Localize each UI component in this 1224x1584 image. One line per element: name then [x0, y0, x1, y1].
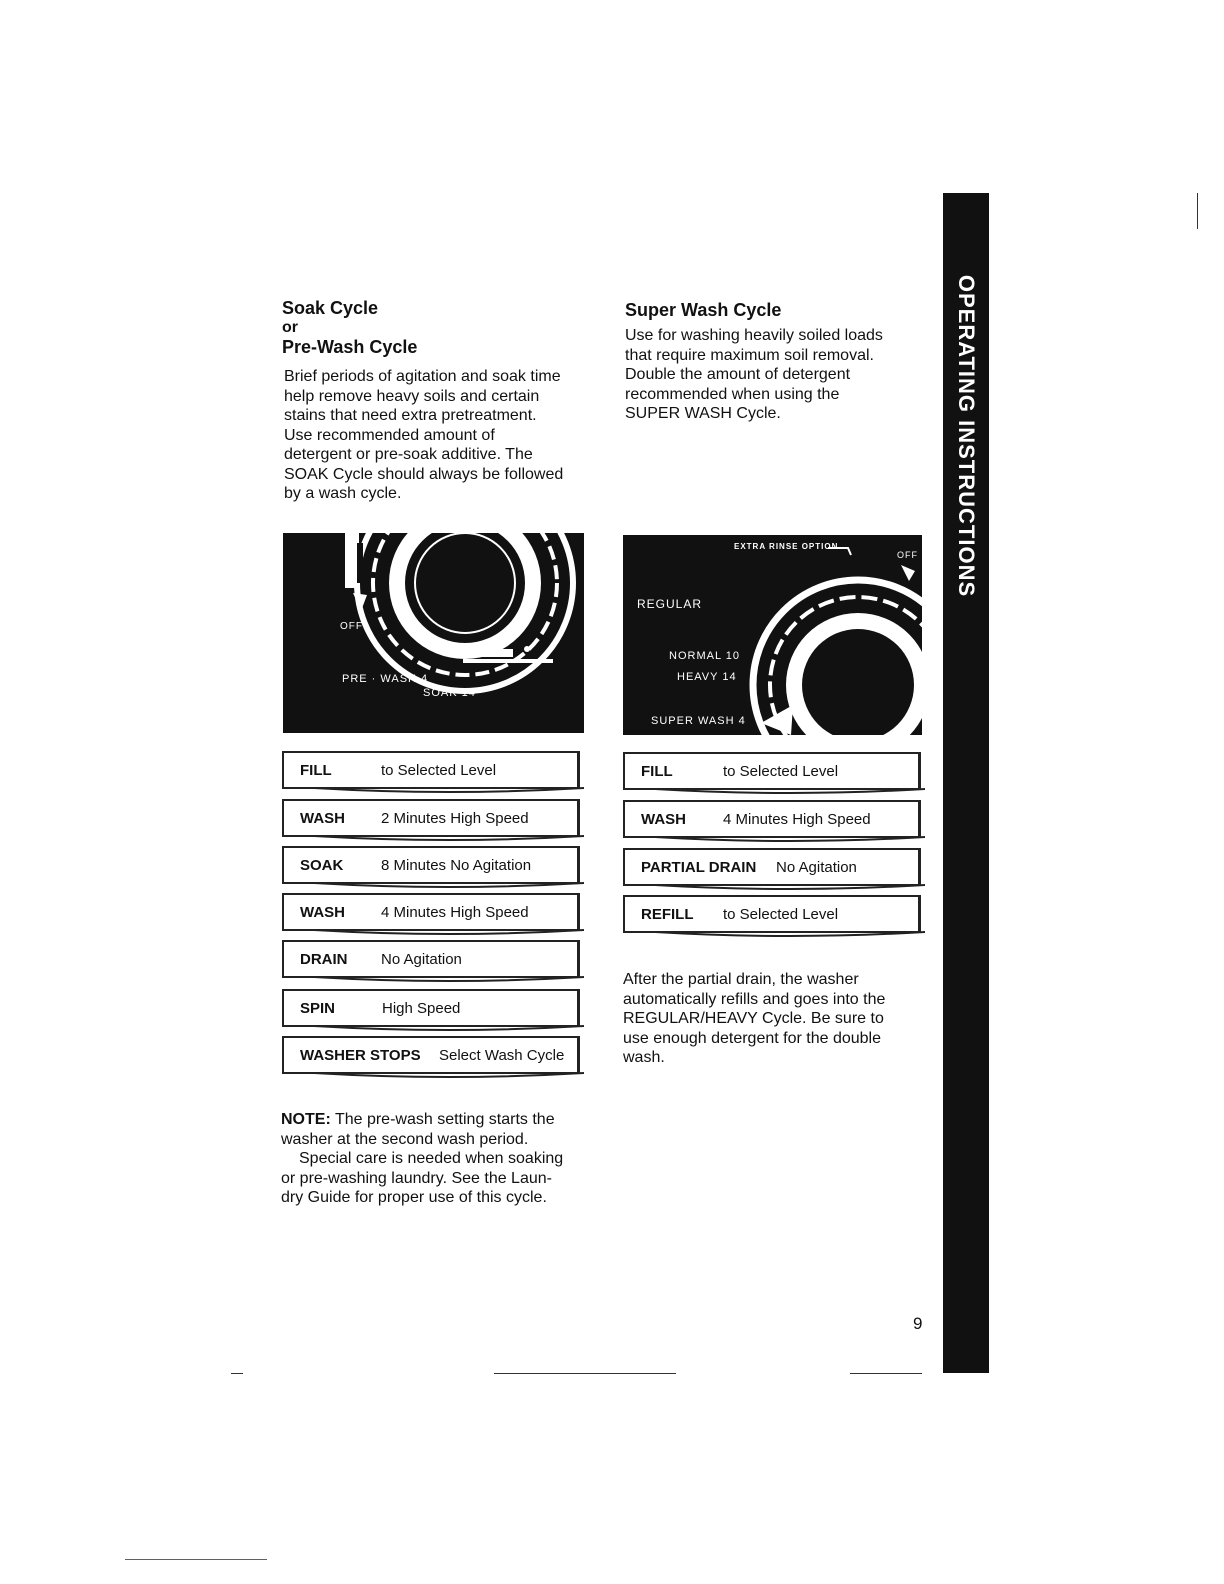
note-label: NOTE: — [281, 1111, 331, 1128]
page-number: 9 — [913, 1314, 923, 1333]
soak-step-drain — [282, 940, 580, 978]
step-desc: High Speed — [382, 999, 461, 1017]
step-underline — [655, 930, 925, 940]
note-line: The pre-wash setting starts the — [334, 1111, 555, 1128]
super-body-line: SUPER WASH Cycle. — [625, 405, 781, 422]
soak-body-line: by a wash cycle. — [284, 485, 402, 502]
soak-title-or: or — [282, 319, 298, 336]
soak-body-line: help remove heavy soils and certain — [284, 387, 540, 405]
super-after-text — [623, 970, 923, 1068]
super-wash-body — [625, 326, 925, 424]
soak-body — [284, 367, 604, 504]
soak-note — [281, 1110, 601, 1208]
dial-soak-label: SOAK 14 — [423, 687, 476, 699]
soak-body-line: detergent or pre-soak additive. The — [284, 446, 533, 463]
step-name: WASH — [300, 809, 345, 827]
soak-dial-graphic — [283, 533, 584, 733]
step-underline — [655, 787, 925, 797]
after-line: wash. — [623, 1049, 665, 1066]
soak-title: Soak Cycle — [282, 298, 379, 318]
heavy-label: HEAVY 14 — [677, 671, 737, 683]
super-body-line: Double the amount of detergent — [625, 366, 851, 383]
note-line: or pre-washing laundry. See the Laun- — [281, 1169, 552, 1187]
super-dial-off-label: OFF — [897, 550, 918, 560]
step-name: SPIN — [300, 999, 336, 1017]
after-line: use enough detergent for the double — [623, 1029, 881, 1047]
step-name: DRAIN — [300, 950, 348, 968]
step-underline — [314, 786, 584, 796]
super-step-wash — [623, 800, 921, 838]
super-body-line: that require maximum soil removal. — [625, 346, 874, 364]
super-step-partial-drain — [623, 848, 921, 886]
regular-label: REGULAR — [637, 597, 703, 611]
step-desc: to Selected Level — [381, 761, 497, 779]
step-desc: 8 Minutes No Agitation — [381, 856, 532, 874]
step-desc: No Agitation — [381, 950, 462, 968]
after-line: automatically refills and goes into the — [623, 990, 886, 1008]
footer-rule — [850, 1373, 922, 1374]
step-underline — [314, 1071, 584, 1081]
soak-body-line: SOAK Cycle should always be followed — [284, 465, 564, 483]
soak-body-line: Brief periods of agitation and soak time — [284, 368, 561, 385]
soak-step-fill — [282, 751, 580, 789]
super-step-refill — [623, 895, 921, 933]
step-desc: to Selected Level — [723, 762, 839, 780]
super-step-fill — [623, 752, 921, 790]
extra-rinse-label: EXTRA RINSE OPTION — [734, 542, 839, 551]
step-underline — [655, 883, 925, 893]
super-body-line: Use for washing heavily soiled loads — [625, 327, 883, 344]
super-body-line: recommended when using the — [625, 385, 840, 403]
after-line: After the partial drain, the washer — [623, 971, 859, 988]
soak-step-soak — [282, 846, 580, 884]
edge-mark — [1197, 193, 1198, 229]
step-name: FILL — [641, 762, 673, 780]
step-desc: 2 Minutes High Speed — [381, 809, 529, 827]
dial-prewash-label: PRE · WASH 4 — [342, 673, 429, 685]
soak-step-spin — [282, 989, 580, 1027]
step-name: WASHER STOPS — [300, 1046, 421, 1064]
step-desc: 4 Minutes High Speed — [723, 810, 871, 828]
step-underline — [314, 1024, 584, 1034]
soak-step-wash-2 — [282, 893, 580, 931]
step-underline — [314, 834, 584, 844]
dial-off-label: OFF — [340, 621, 363, 632]
after-line: REGULAR/HEAVY Cycle. Be sure to — [623, 1010, 884, 1027]
super-dial-graphic — [623, 535, 922, 735]
note-first-line — [281, 1110, 601, 1130]
step-underline — [655, 835, 925, 845]
step-desc: to Selected Level — [723, 905, 839, 923]
soak-step-washer-stops — [282, 1036, 580, 1074]
sidebar-label: OPERATING INSTRUCTIONS — [954, 274, 979, 598]
step-underline — [314, 928, 584, 938]
prewash-title: Pre-Wash Cycle — [282, 337, 418, 357]
step-name: FILL — [300, 761, 332, 779]
soak-body-line: Use recommended amount of — [284, 426, 495, 444]
step-name: PARTIAL DRAIN — [641, 858, 757, 876]
step-name: SOAK — [300, 856, 344, 874]
step-desc: No Agitation — [776, 858, 857, 876]
edge-mark — [125, 1559, 267, 1560]
step-name: WASH — [641, 810, 686, 828]
footer-rule — [494, 1373, 676, 1374]
soak-body-line: stains that need extra pretreatment. — [284, 407, 537, 424]
step-underline — [314, 975, 584, 985]
super-wash-title: Super Wash Cycle — [625, 300, 782, 320]
super-wash-dial-image — [623, 535, 922, 735]
soak-step-wash-1 — [282, 799, 580, 837]
footer-rule — [231, 1373, 243, 1374]
normal-label: NORMAL 10 — [669, 650, 740, 662]
super-wash-dial-label: SUPER WASH 4 — [651, 715, 746, 727]
note-line: washer at the second wash period. — [281, 1130, 529, 1148]
step-desc: 4 Minutes High Speed — [381, 903, 529, 921]
step-desc: Select Wash Cycle — [439, 1046, 565, 1064]
step-name: REFILL — [641, 905, 694, 923]
note-line: Special care is needed when soaking — [299, 1150, 564, 1167]
note-line: dry Guide for proper use of this cycle. — [281, 1189, 547, 1206]
step-underline — [314, 881, 584, 891]
step-name: WASH — [300, 903, 345, 921]
soak-dial-image — [283, 533, 584, 733]
